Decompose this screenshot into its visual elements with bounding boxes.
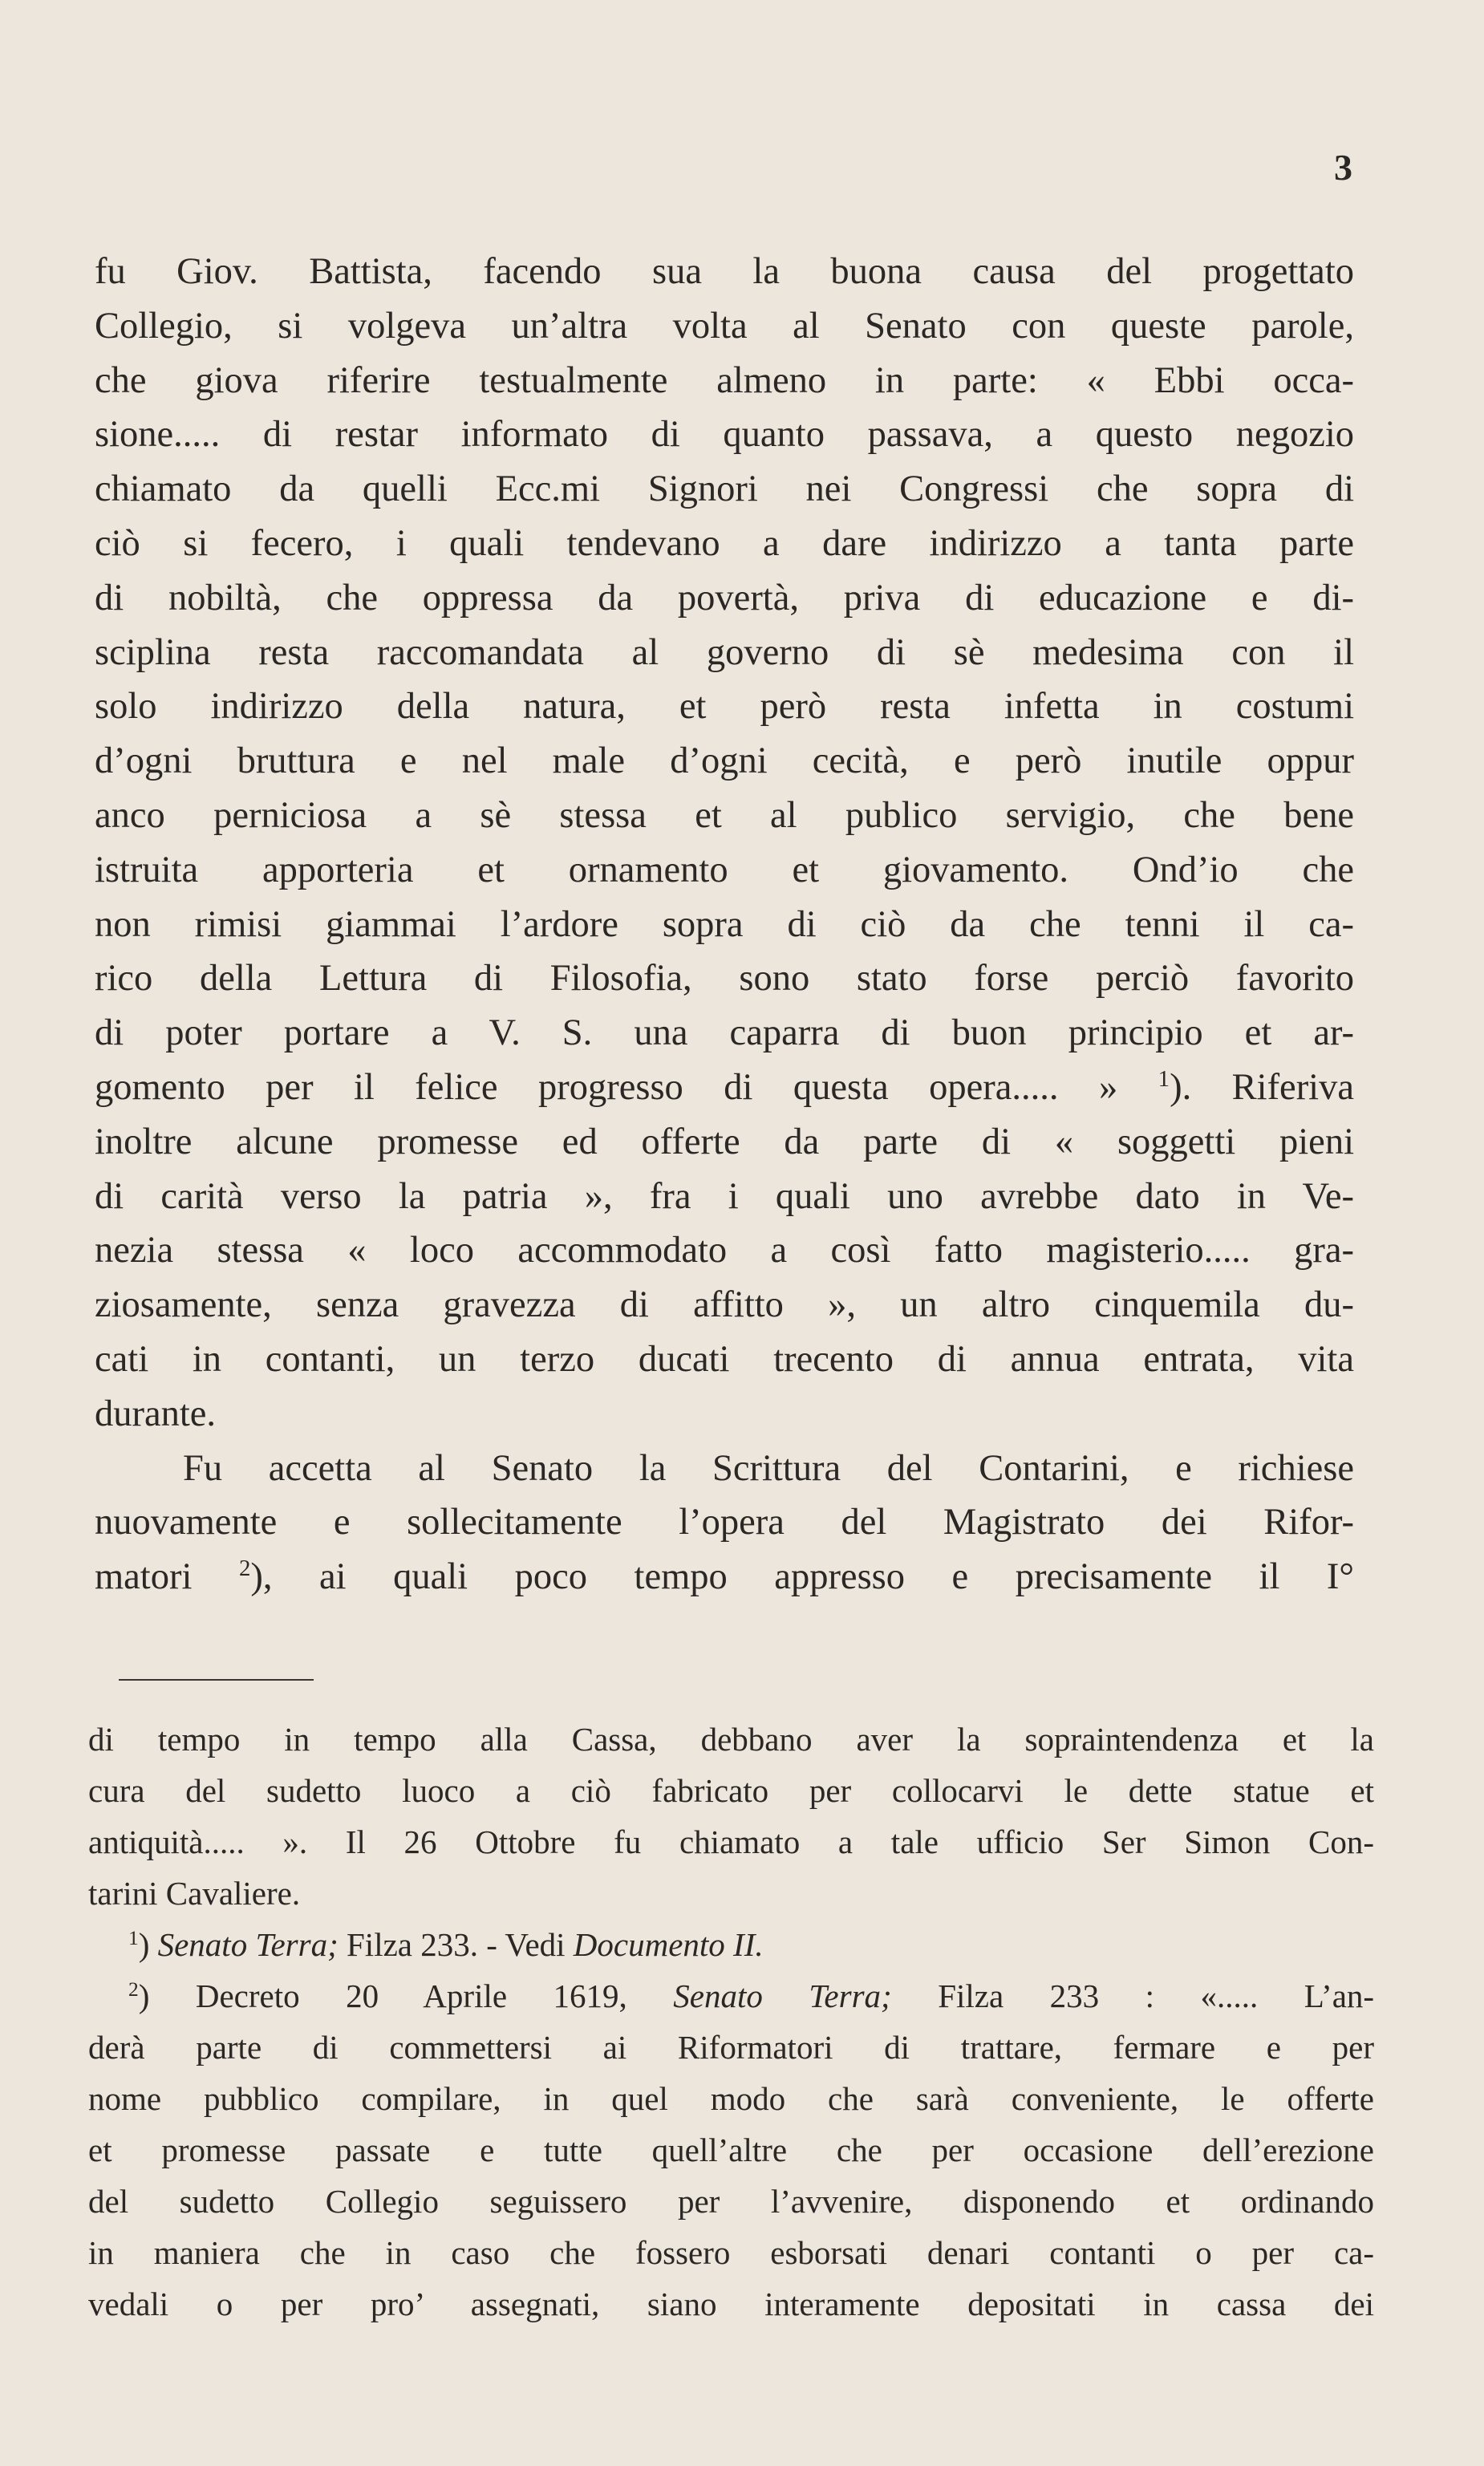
text-line: di poter portare a V. S. una caparra di buon principio et ar- xyxy=(95,1012,1354,1054)
text-line: nuovamente e sollecitamente l’opera del Magistrato dei Rifor- xyxy=(95,1502,1354,1543)
text-segment: Decreto 20 Aprile 1619, xyxy=(195,1977,627,2014)
text-line: d’ogni bruttura e nel male d’ogni cecità, e però inutile oppur xyxy=(95,740,1354,782)
text-line xyxy=(95,1550,1354,1604)
source-title: Senato Terra; xyxy=(673,1977,892,2014)
footnote-line: vedali o per pro’ assegnati, siano interamente depositati in cassa dei xyxy=(88,2286,1374,2322)
text-line: ciò si fecero, i quali tendevano a dare indirizzo a tanta parte xyxy=(95,522,1354,564)
footnote-marker: 2 xyxy=(128,1978,139,2002)
text-line: anco perniciosa a sè stessa et al publico servigio, che bene xyxy=(95,794,1354,836)
main-text xyxy=(95,245,1354,1604)
text-line: rico della Lettura di Filosofia, sono stato forse perciò favorito xyxy=(95,958,1354,1000)
footnotes xyxy=(88,1714,1374,2330)
text-line: di carità verso la patria », fra i quali uno avrebbe dato in Ve- xyxy=(95,1175,1354,1217)
source-title: Senato Terra; xyxy=(157,1926,339,1963)
text-line: solo indirizzo della natura, et però resta infetta in costumi xyxy=(95,686,1354,728)
text-line: di nobiltà, che oppressa da povertà, priva di educazione e di- xyxy=(95,577,1354,619)
footnote-line: di tempo in tempo alla Cassa, debbano aver la sopraintendenza et la xyxy=(88,1721,1374,1758)
footnote-marker: 1 xyxy=(128,1927,139,1950)
text-segment: ). Riferiva xyxy=(1170,1066,1354,1108)
footnote-line: in maniera che in caso che fossero esborsati denari contanti o per ca- xyxy=(88,2234,1374,2271)
page-number: 3 xyxy=(1334,147,1352,188)
text-line: cati in contanti, un terzo ducati trecento di annua entrata, vita xyxy=(95,1338,1354,1380)
text-line: sione..... di restar informato di quanto passava, a questo negozio xyxy=(95,414,1354,456)
text-line: che giova riferire testualmente almeno in parte: « Ebbi occa- xyxy=(95,359,1354,401)
text-segment: Filza 233 : «..... L’an- xyxy=(938,1977,1375,2014)
text-line: chiamato da quelli Ecc.mi Signori nei Congressi che sopra di xyxy=(95,468,1354,510)
text-line: inoltre alcune promesse ed offerte da parte di « soggetti pieni xyxy=(95,1121,1354,1162)
footnote-line: nome pubblico compilare, in quel modo che sarà conveniente, le offerte xyxy=(88,2080,1374,2117)
footnote-line: antiquità..... ». Il 26 Ottobre fu chiamato a tale ufficio Ser Simon Con- xyxy=(88,1823,1374,1860)
text-line: non rimisi giammai l’ardore sopra di ciò da che tenni il ca- xyxy=(95,903,1354,945)
footnote-separator xyxy=(119,1679,314,1681)
footnote-reference: 2 xyxy=(238,1555,251,1582)
text-line: fu Giov. Battista, facendo sua la buona causa del progettato xyxy=(95,251,1354,292)
footnote-line: del sudetto Collegio seguissero per l’avvenire, disponendo et ordinando xyxy=(88,2183,1374,2220)
text-segment: ), ai quali poco tempo appresso e precisamente il I° xyxy=(250,1556,1355,1598)
footnote-2: $^2$) Decreto 20 Aprile 1619, Senato Terra; Filza 233 : «..... L’an- xyxy=(128,1977,1375,2014)
text-line: sciplina resta raccomandata al governo di sè medesima con il xyxy=(95,631,1354,673)
footnote-line: cura del sudetto luoco a ciò fabricato per collocarvi le dette statue et xyxy=(88,1772,1374,1809)
footnote-line: derà parte di commettersi ai Riformatori di trattare, fermare e per xyxy=(88,2029,1374,2066)
text-line: Collegio, si volgeva un’altra volta al Senato con queste parole, xyxy=(95,305,1354,347)
text-segment: Filza 233. - Vedi xyxy=(347,1926,566,1963)
text-segment: gomento per il felice progresso di questa opera..... » xyxy=(95,1066,1118,1108)
text-line: nezia stessa « loco accommodato a così fatto magisterio..... gra- xyxy=(95,1230,1354,1272)
document-reference: Documento II. xyxy=(573,1926,764,1963)
text-line: istruita apporteria et ornamento et giovamento. Ond’io che xyxy=(95,849,1354,890)
text-segment: matori xyxy=(95,1556,193,1598)
text-line xyxy=(95,1061,1354,1115)
footnote-1: $^1$) Senato Terra; Filza 233. - Vedi Documento II. xyxy=(128,1926,764,1963)
text-line: ziosamente, senza gravezza di affitto », un altro cinquemila du- xyxy=(95,1284,1354,1326)
footnote-line: et promesse passate e tutte quell’altre che per occasione dell’erezione xyxy=(88,2131,1374,2168)
footnote-reference: 1 xyxy=(1158,1066,1170,1093)
paragraph-first-line: Fu accetta al Senato la Scrittura del Contarini, e richiese xyxy=(183,1447,1354,1489)
footnote-line: tarini Cavaliere. xyxy=(88,1875,301,1912)
text-line: durante. xyxy=(95,1393,217,1434)
